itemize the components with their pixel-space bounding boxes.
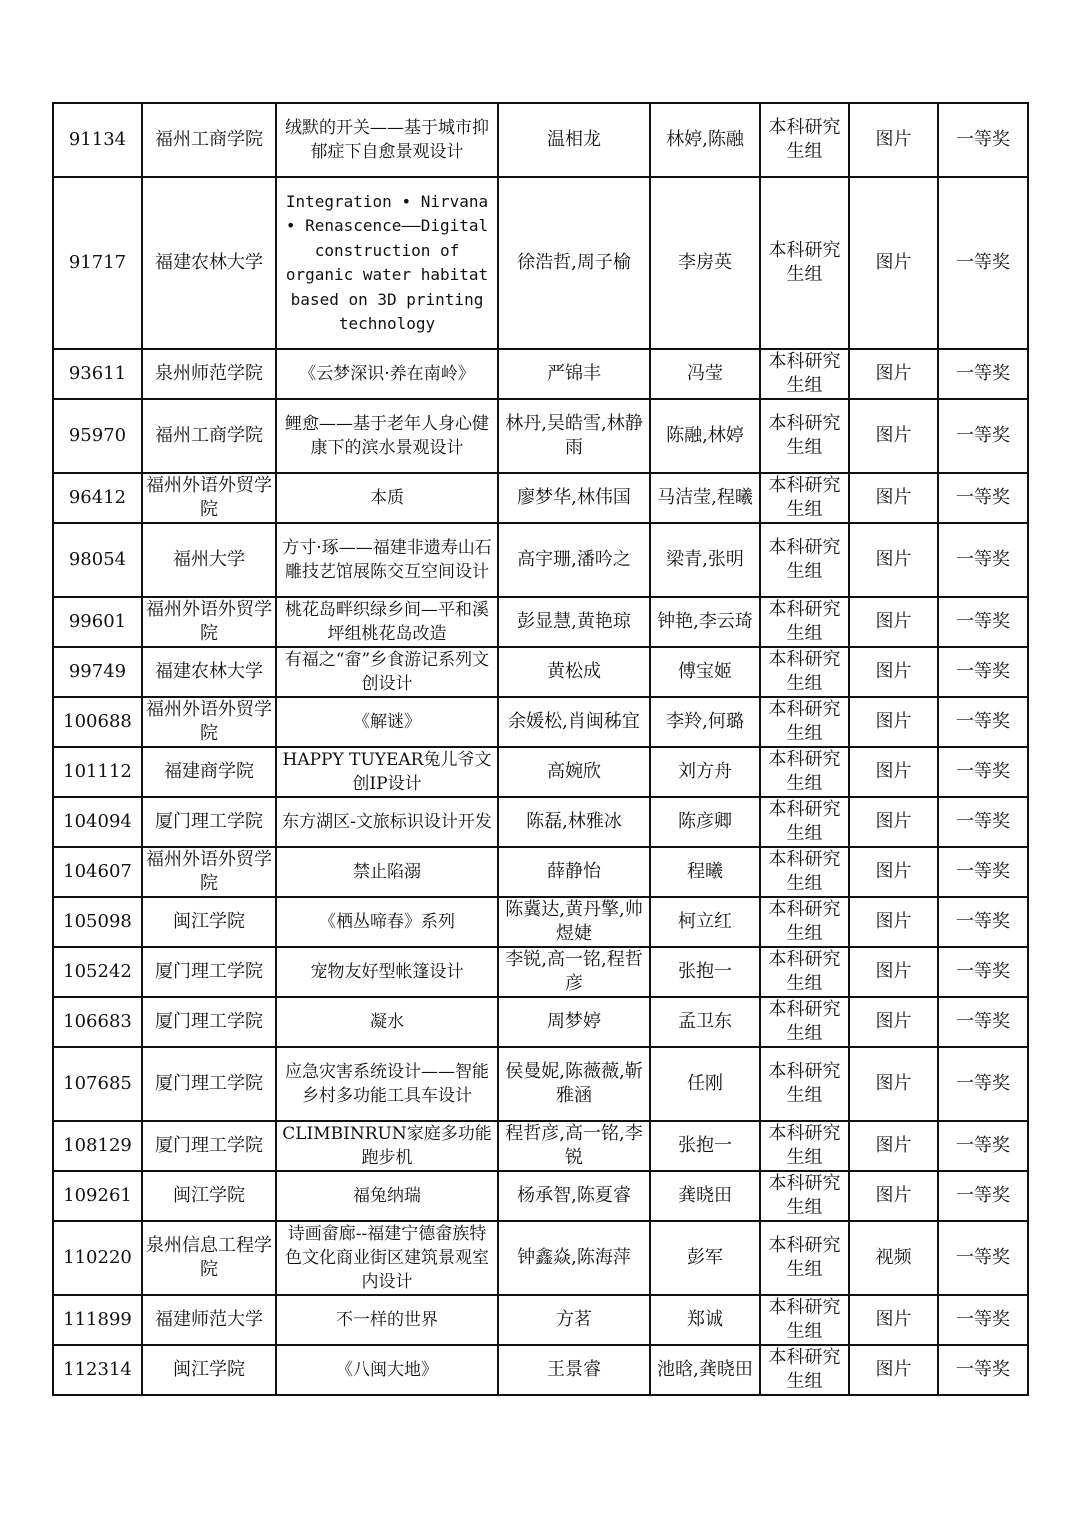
- school-cell: 厦门理工学院: [142, 997, 276, 1047]
- award-cell: 一等奖: [938, 1121, 1028, 1171]
- work-type-cell: 图片: [849, 399, 938, 473]
- school-cell: 福州外语外贸学院: [142, 473, 276, 523]
- table-row: [53, 647, 1028, 697]
- work-type-cell: 图片: [849, 647, 938, 697]
- work-type-cell: 图片: [849, 797, 938, 847]
- school-cell: 福州工商学院: [142, 103, 276, 177]
- table-row: [53, 747, 1028, 797]
- entry-id-cell: 110220: [53, 1221, 142, 1295]
- advisors-cell: 任刚: [650, 1047, 760, 1121]
- authors-cell: 林丹,吴皓雪,林静雨: [498, 399, 650, 473]
- work-title-cell: 鲤愈——基于老年人身心健康下的滨水景观设计: [276, 399, 498, 473]
- advisors-cell: 钟艳,李云琦: [650, 597, 760, 647]
- award-cell: 一等奖: [938, 1047, 1028, 1121]
- work-type-cell: 视频: [849, 1221, 938, 1295]
- entry-id-cell: 93611: [53, 349, 142, 399]
- advisors-cell: 程曦: [650, 847, 760, 897]
- advisors-cell: 李羚,何璐: [650, 697, 760, 747]
- table-row: [53, 523, 1028, 597]
- authors-cell: 李锐,高一铭,程哲彦: [498, 947, 650, 997]
- school-cell: 福州工商学院: [142, 399, 276, 473]
- group-cell: 本科研究生组: [760, 103, 849, 177]
- entry-id-cell: 91134: [53, 103, 142, 177]
- advisors-cell: 郑诚: [650, 1295, 760, 1345]
- work-type-cell: 图片: [849, 1345, 938, 1395]
- entry-id-cell: 112314: [53, 1345, 142, 1395]
- work-title-cell: 绒默的开关——基于城市抑郁症下自愈景观设计: [276, 103, 498, 177]
- school-cell: 福州大学: [142, 523, 276, 597]
- work-type-cell: 图片: [849, 597, 938, 647]
- authors-cell: 徐浩哲,周子榆: [498, 177, 650, 349]
- work-type-cell: 图片: [849, 103, 938, 177]
- authors-cell: 方茗: [498, 1295, 650, 1345]
- entry-id-cell: 100688: [53, 697, 142, 747]
- award-cell: 一等奖: [938, 847, 1028, 897]
- work-title-cell: 《八闽大地》: [276, 1345, 498, 1395]
- work-type-cell: 图片: [849, 177, 938, 349]
- authors-cell: 王景睿: [498, 1345, 650, 1395]
- table-row: [53, 897, 1028, 947]
- entry-id-cell: 106683: [53, 997, 142, 1047]
- authors-cell: 余媛松,肖闽秭宜: [498, 697, 650, 747]
- entry-id-cell: 104094: [53, 797, 142, 847]
- authors-cell: 严锦丰: [498, 349, 650, 399]
- group-cell: 本科研究生组: [760, 399, 849, 473]
- school-cell: 福建商学院: [142, 747, 276, 797]
- school-cell: 福建师范大学: [142, 1295, 276, 1345]
- work-type-cell: 图片: [849, 523, 938, 597]
- group-cell: 本科研究生组: [760, 1121, 849, 1171]
- work-type-cell: 图片: [849, 897, 938, 947]
- authors-cell: 黄松成: [498, 647, 650, 697]
- entry-id-cell: 107685: [53, 1047, 142, 1121]
- award-cell: 一等奖: [938, 473, 1028, 523]
- table-row: [53, 1345, 1028, 1395]
- work-title-cell: 凝水: [276, 997, 498, 1047]
- authors-cell: 高宇珊,潘吟之: [498, 523, 650, 597]
- group-cell: 本科研究生组: [760, 1295, 849, 1345]
- award-cell: 一等奖: [938, 647, 1028, 697]
- work-title-cell: 宠物友好型帐篷设计: [276, 947, 498, 997]
- table-row: [53, 947, 1028, 997]
- school-cell: 泉州师范学院: [142, 349, 276, 399]
- award-cell: 一等奖: [938, 1295, 1028, 1345]
- group-cell: 本科研究生组: [760, 647, 849, 697]
- advisors-cell: 冯莹: [650, 349, 760, 399]
- work-title-cell: 本质: [276, 473, 498, 523]
- group-cell: 本科研究生组: [760, 797, 849, 847]
- work-type-cell: 图片: [849, 473, 938, 523]
- award-cell: 一等奖: [938, 177, 1028, 349]
- school-cell: 福州外语外贸学院: [142, 697, 276, 747]
- school-cell: 福建农林大学: [142, 177, 276, 349]
- work-type-cell: 图片: [849, 697, 938, 747]
- authors-cell: 周梦婷: [498, 997, 650, 1047]
- advisors-cell: 彭军: [650, 1221, 760, 1295]
- table-row: [53, 1047, 1028, 1121]
- work-type-cell: 图片: [849, 847, 938, 897]
- work-title-cell: Integration • Nirvana • Renascence——Digital construction of organic water habitat based on 3D printing technology: [276, 177, 498, 349]
- group-cell: 本科研究生组: [760, 177, 849, 349]
- school-cell: 福州外语外贸学院: [142, 847, 276, 897]
- advisors-cell: 龚晓田: [650, 1171, 760, 1221]
- entry-id-cell: 95970: [53, 399, 142, 473]
- work-type-cell: 图片: [849, 1121, 938, 1171]
- authors-cell: 廖梦华,林伟国: [498, 473, 650, 523]
- authors-cell: 彭显慧,黄艳琼: [498, 597, 650, 647]
- advisors-cell: 张抱一: [650, 947, 760, 997]
- table-row: [53, 1121, 1028, 1171]
- work-title-cell: 桃花岛畔织绿乡间—平和溪坪组桃花岛改造: [276, 597, 498, 647]
- entry-id-cell: 105242: [53, 947, 142, 997]
- group-cell: 本科研究生组: [760, 1345, 849, 1395]
- authors-cell: 侯曼妮,陈薇薇,靳雅涵: [498, 1047, 650, 1121]
- table-row: [53, 847, 1028, 897]
- work-title-cell: 《解谜》: [276, 697, 498, 747]
- school-cell: 福州外语外贸学院: [142, 597, 276, 647]
- award-cell: 一等奖: [938, 349, 1028, 399]
- work-title-cell: HAPPY TUYEAR兔儿爷文创IP设计: [276, 747, 498, 797]
- work-title-cell: 《云梦深识·养在南岭》: [276, 349, 498, 399]
- work-type-cell: 图片: [849, 997, 938, 1047]
- group-cell: 本科研究生组: [760, 697, 849, 747]
- work-title-cell: CLIMBINRUN家庭多功能跑步机: [276, 1121, 498, 1171]
- advisors-cell: 梁青,张明: [650, 523, 760, 597]
- group-cell: 本科研究生组: [760, 1047, 849, 1121]
- entry-id-cell: 108129: [53, 1121, 142, 1171]
- work-type-cell: 图片: [849, 1295, 938, 1345]
- advisors-cell: 林婷,陈融: [650, 103, 760, 177]
- entry-id-cell: 111899: [53, 1295, 142, 1345]
- work-title-cell: 福兔纳瑞: [276, 1171, 498, 1221]
- advisors-cell: 马洁莹,程曦: [650, 473, 760, 523]
- group-cell: 本科研究生组: [760, 523, 849, 597]
- work-type-cell: 图片: [849, 349, 938, 399]
- table-row: [53, 103, 1028, 177]
- award-cell: 一等奖: [938, 897, 1028, 947]
- group-cell: 本科研究生组: [760, 947, 849, 997]
- group-cell: 本科研究生组: [760, 1171, 849, 1221]
- group-cell: 本科研究生组: [760, 747, 849, 797]
- group-cell: 本科研究生组: [760, 847, 849, 897]
- entry-id-cell: 96412: [53, 473, 142, 523]
- advisors-cell: 柯立红: [650, 897, 760, 947]
- table-row: [53, 1221, 1028, 1295]
- work-type-cell: 图片: [849, 947, 938, 997]
- advisors-cell: 傅宝姬: [650, 647, 760, 697]
- award-cell: 一等奖: [938, 523, 1028, 597]
- award-cell: 一等奖: [938, 997, 1028, 1047]
- work-title-cell: 应急灾害系统设计——智能乡村多功能工具车设计: [276, 1047, 498, 1121]
- award-cell: 一等奖: [938, 399, 1028, 473]
- advisors-cell: 陈彦卿: [650, 797, 760, 847]
- advisors-cell: 陈融,林婷: [650, 399, 760, 473]
- entry-id-cell: 109261: [53, 1171, 142, 1221]
- work-title-cell: 不一样的世界: [276, 1295, 498, 1345]
- school-cell: 厦门理工学院: [142, 1047, 276, 1121]
- work-type-cell: 图片: [849, 747, 938, 797]
- award-cell: 一等奖: [938, 103, 1028, 177]
- table-row: [53, 349, 1028, 399]
- group-cell: 本科研究生组: [760, 997, 849, 1047]
- table-row: [53, 1295, 1028, 1345]
- school-cell: 厦门理工学院: [142, 947, 276, 997]
- school-cell: 闽江学院: [142, 1345, 276, 1395]
- group-cell: 本科研究生组: [760, 1221, 849, 1295]
- authors-cell: 陈磊,林雅冰: [498, 797, 650, 847]
- school-cell: 厦门理工学院: [142, 797, 276, 847]
- group-cell: 本科研究生组: [760, 349, 849, 399]
- school-cell: 福建农林大学: [142, 647, 276, 697]
- authors-cell: 程哲彦,高一铭,李锐: [498, 1121, 650, 1171]
- award-cell: 一等奖: [938, 947, 1028, 997]
- award-cell: 一等奖: [938, 797, 1028, 847]
- group-cell: 本科研究生组: [760, 473, 849, 523]
- authors-cell: 钟鑫焱,陈海萍: [498, 1221, 650, 1295]
- work-title-cell: 《栖丛啼春》系列: [276, 897, 498, 947]
- award-cell: 一等奖: [938, 597, 1028, 647]
- school-cell: 厦门理工学院: [142, 1121, 276, 1171]
- group-cell: 本科研究生组: [760, 897, 849, 947]
- award-cell: 一等奖: [938, 1345, 1028, 1395]
- advisors-cell: 张抱一: [650, 1121, 760, 1171]
- advisors-cell: 池晗,龚晓田: [650, 1345, 760, 1395]
- work-type-cell: 图片: [849, 1047, 938, 1121]
- advisors-cell: 孟卫东: [650, 997, 760, 1047]
- table-row: [53, 399, 1028, 473]
- authors-cell: 杨承智,陈夏睿: [498, 1171, 650, 1221]
- award-cell: 一等奖: [938, 1171, 1028, 1221]
- table-row: [53, 797, 1028, 847]
- entry-id-cell: 99601: [53, 597, 142, 647]
- awards-table-body: [53, 103, 1028, 1395]
- table-row: [53, 997, 1028, 1047]
- awards-table: [52, 102, 1029, 1396]
- work-title-cell: 方寸·琢——福建非遗寿山石雕技艺馆展陈交互空间设计: [276, 523, 498, 597]
- authors-cell: 高婉欣: [498, 747, 650, 797]
- table-row: [53, 1171, 1028, 1221]
- award-cell: 一等奖: [938, 1221, 1028, 1295]
- work-title-cell: 诗画畲廊--福建宁德畲族特色文化商业街区建筑景观室内设计: [276, 1221, 498, 1295]
- table-row: [53, 473, 1028, 523]
- entry-id-cell: 105098: [53, 897, 142, 947]
- work-type-cell: 图片: [849, 1171, 938, 1221]
- work-title-cell: 有福之“畲”乡食游记系列文创设计: [276, 647, 498, 697]
- entry-id-cell: 91717: [53, 177, 142, 349]
- award-cell: 一等奖: [938, 697, 1028, 747]
- school-cell: 泉州信息工程学院: [142, 1221, 276, 1295]
- table-row: [53, 597, 1028, 647]
- table-row: [53, 177, 1028, 349]
- entry-id-cell: 104607: [53, 847, 142, 897]
- advisors-cell: 李房英: [650, 177, 760, 349]
- school-cell: 闽江学院: [142, 897, 276, 947]
- entry-id-cell: 99749: [53, 647, 142, 697]
- table-row: [53, 697, 1028, 747]
- school-cell: 闽江学院: [142, 1171, 276, 1221]
- work-title-cell: 东方湖区-文旅标识设计开发: [276, 797, 498, 847]
- entry-id-cell: 101112: [53, 747, 142, 797]
- authors-cell: 薛静怡: [498, 847, 650, 897]
- award-cell: 一等奖: [938, 747, 1028, 797]
- authors-cell: 陈冀达,黄丹擎,帅煜婕: [498, 897, 650, 947]
- authors-cell: 温相龙: [498, 103, 650, 177]
- entry-id-cell: 98054: [53, 523, 142, 597]
- advisors-cell: 刘方舟: [650, 747, 760, 797]
- work-title-cell: 禁止陷溺: [276, 847, 498, 897]
- group-cell: 本科研究生组: [760, 597, 849, 647]
